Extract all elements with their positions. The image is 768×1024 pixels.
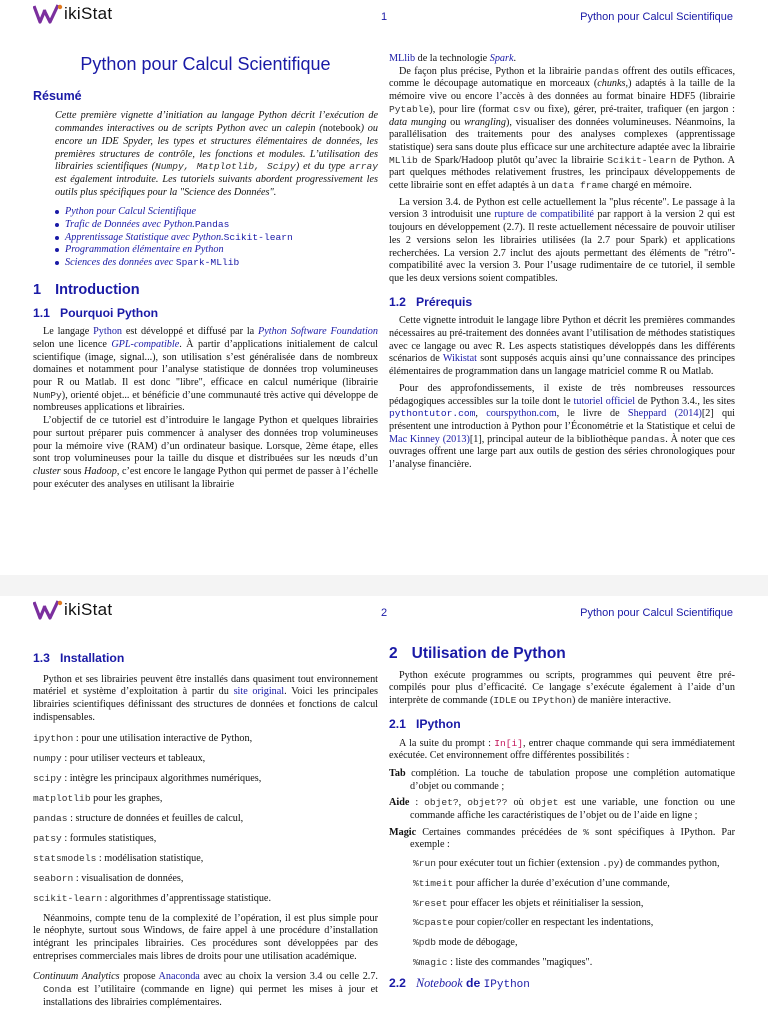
install-paragraph: Python et ses librairies peuvent être installés dans quasiment tout environnement matériel et système d’exploitation à partir du site original. Voici les principales librairies scientifiques définissant des structures de données et fonctions de calcul indispensables. (33, 673, 378, 723)
version-paragraph: La version 3.4. de Python est celle actuellement la "plus récente". Le passage à la version 3 introduisit une rupture de compatibilité par rapport à la version 2 qui est toujours en développement (2.7). Il reste actuellement nécessaire de pouvoir utiliser les 2 versions selon les librairies utilisées (la 2.7 pour Spark) et applications recherchées. La version 2.7 inclut des ajouts permettant des éléments de "rétro"-compatibilité avec la version 3. Pour l’usage rudimentaire de ce tutoriel, il semble que les deux versions soient compatibles. (389, 196, 735, 284)
python-link[interactable]: Python (93, 326, 123, 338)
mackinney-link[interactable]: Mac Kinney (2013) (389, 433, 470, 445)
tutorial-link[interactable]: tutoriel officiel (573, 395, 636, 407)
wikistat-w-logo-icon (33, 4, 63, 24)
lib-item-scipy: scipy : intègre les principaux algorithmes numériques, (33, 772, 262, 784)
section-2-heading: 2 Utilisation de Python (389, 645, 566, 662)
section-2-2-heading: 2.2 Notebook de IPython (389, 976, 530, 992)
document-title: Python pour Calcul Scientifique (80, 54, 331, 74)
tab-completion-item: Tab complétion. La touche de tabulation propose une complétion automatique d’objet ou commande ; (389, 767, 735, 792)
lib-item-scikit-learn: scikit-learn : algorithmes d’apprentissage statistique. (33, 892, 271, 904)
left-column (33, 652, 378, 1013)
logo-text: ikiStat (64, 600, 113, 619)
left-column (33, 30, 378, 491)
spark-link[interactable]: Spark (489, 53, 514, 64)
wikistat-link[interactable]: Wikistat (442, 353, 477, 365)
magic-cmd-pdb: %pdb mode de débogage, (413, 936, 518, 948)
section-1-heading: 1 Introduction (33, 281, 140, 298)
intro-paragraph: Le langage Python est développé et diffusé par la Python Software Foundation selon une licence GPL-compatible. À partir d’applications initialement de calcul scientifique (image, signal...), son utilisation s’est généralisée dans de nombreux domaines et notamment pour l’analyse statistique de données trop volumineuses pour R ou Matlab. Il est donc "libre", efficace en calcul numérique (librairie NumPy), orienté objet... et bénéficie d’une communauté très active qui développe de nombreuses applications et librairies. (33, 326, 378, 414)
wikistat-logo (33, 3, 112, 25)
anaconda-link[interactable]: Anaconda (158, 971, 200, 983)
psf-link[interactable]: Python Software Foundation (258, 326, 378, 338)
courspython-link[interactable]: courspython.com (486, 408, 557, 420)
compat-link[interactable]: rupture de compatibilité (494, 209, 594, 221)
sheppard-link[interactable]: Sheppard (2014) (627, 408, 702, 420)
mllib-link[interactable]: MLlib (389, 53, 416, 64)
wikistat-w-logo-icon (33, 600, 63, 620)
running-title: Python pour Calcul Scientifique (580, 11, 733, 23)
page-separator (0, 575, 768, 596)
magic-cmd-magic: %magic : liste des commandes "magiques". (413, 956, 593, 968)
document-page-2 (0, 596, 768, 1024)
page-header (0, 0, 768, 32)
ipython-paragraph: A la suite du prompt : In[i], entrer chaque commande qui sera immédiatement exécutée. Cet environnement offre différentes possibilités : (389, 737, 735, 762)
magic-cmd-timeit: %timeit pour afficher la durée d’exécution d’une commande, (413, 877, 670, 889)
pandas-paragraph: De façon plus précise, Python et la librairie pandas offrent des outils efficaces, comme le découpage automatique en morceaux (chunks,) adaptés à la taille de la mémoire vive ou encore l’accès à des données au format binaire HDF5 (librairie Pytable), pour lire (format csv ou fixe), gérer, pré-traiter, trafiquer (en jargon : data munging ou wrangling), visualiser des données volumineuses. Néanmoins, la parallélisation des traitements pour des analyses complexes (apprentissage statistique) sera sans doute plus efficace sur une architecture adaptée avec la librairie MLlib de Spark/Hadoop plutôt qu’avec la librairie Scikit-learn de Python. A part quelques méthodes relativement frustres, les principaux développements de cette librairie sont en effet adaptés à un data frame chargé en mémoire. (389, 65, 736, 192)
toc-link-2[interactable]: Trafic de Données avec Python.Pandas (55, 219, 378, 232)
objective-paragraph: L’objectif de ce tutoriel est d’introduire le langage Python et quelques librairies pour surtout préparer puis commencer à analyser des données trop volumineuses pour la mémoire vive (RAM) d’un ordinateur basique. Lorsque, 2ème étape, elles sont trop volumineuses pour la taille du disque et distribuées sur les nœuds d’un cluster sous Hadoop, c’est encore le langage Python qui permet de passer à l’échelle pour exécuter des analyses en utilisant la librairie (33, 415, 378, 490)
magic-cmd-cpaste: %cpaste pour copier/coller en respectant les indentations, (413, 917, 654, 929)
resources-paragraph: Pour des approfondissements, il existe de très nombreuses ressources pédagogiques accessibles sur la toile dont le tutoriel officiel de Python 3.4., les sites pythontutor.com, courspython.com, le livre de Sheppard (2014)[2] qui présentent une introduction à Python pour l’Économétrie et la Statistique et celui de Mac Kinney (2013)[1], principal auteur de la bibliothèque pandas. À noter que ces ouvrages offrent une large part aux outils de gestion des séries chronologiques pour l’analyse financière. (389, 382, 736, 471)
section-2-paragraph: Python exécute programmes ou scripts, programmes qui peuvent être pré-compilés pour plus d’efficacité. Ce langage s’exécute également à l’aide d’un interprète de commande (IDLE ou IPython) de manière interactive. (389, 669, 735, 707)
section-2-1-heading: 2.1 IPython (389, 716, 461, 731)
pythontutor-link[interactable]: pythontutor.com (389, 408, 476, 420)
anaconda-paragraph: Continuum Analytics propose Anaconda avec au choix la version 3.4 ou celle 2.7. Conda est l’utilitaire (commande en ligne) qui permet les mises à jour et installations des librairies complémentaires. (33, 971, 378, 1008)
running-title: Python pour Calcul Scientifique (580, 607, 733, 619)
wikistat-logo (33, 599, 112, 621)
lib-item-seaborn: seaborn : visualisation de données, (33, 872, 184, 884)
page-header (0, 596, 768, 628)
lib-item-numpy: numpy : pour utiliser vecteurs et tableaux, (33, 752, 206, 764)
logo-text: ikiStat (64, 4, 113, 23)
right-column (389, 53, 735, 472)
lib-item-ipython: ipython : pour une utilisation interactive de Python, (33, 732, 253, 744)
tutorial-links-list (33, 206, 378, 270)
magic-cmd-run: %run pour exécuter tout un fichier (extension .py) de commandes python, (413, 858, 720, 870)
mllib-paragraph: MLlib de la technologie Spark. (389, 53, 517, 64)
toc-link-3[interactable]: Apprentissage Statistique avec Python.Scikit-learn (55, 232, 378, 245)
abstract-text: Cette première vignette d’initiation au langage Python décrit l’exécution de commandes interactives ou de scripts Python avec un calepin (notebook) ou encore un IDE Spyder, les types et structures élémentaires de données, les premières structures de contrôle, les fonctions et modules. L’utilisation des librairies scientifiques (Numpy, Matplotlib, Scipy) et du type array est également introduite. Les tutoriels suivants abordent progressivement les outils plus spécifiques pour la "Science des Données". (55, 110, 378, 198)
lib-item-pandas: pandas : structure de données et feuilles de calcul, (33, 812, 244, 824)
distribution-paragraph: Néanmoins, compte tenu de la complexité de l’opération, il est plus simple pour le néophyte, surtout sous Windows, de faire appel à une procédure d’installation intégrant les principales librairies. Ces procédures sont développées par des entreprises commerciales mais libres de droits pour une utilisation académique. (33, 912, 378, 962)
section-1-1-heading: 1.1 Pourquoi Python (33, 305, 159, 320)
section-1-2-heading: 1.2 Prérequis (389, 294, 473, 309)
right-column (389, 645, 736, 999)
gpl-link[interactable]: GPL-compatible (111, 338, 180, 350)
lib-item-matplotlib: matplotlib pour les graphes, (33, 792, 163, 804)
lib-item-statsmodels: statsmodels : modélisation statistique, (33, 852, 204, 864)
help-item: Aide : objet?, objet?? où objet est une variable, une fonction ou une commande affiche les caractéristiques de l’objet ou de l’aide en ligne ; (389, 797, 736, 822)
prereq-paragraph: Cette vignette introduit le langage libre Python et décrit les premières commandes nécessaires au pré-traitement des données avant l’utilisation de méthodes statistiques avec ce langage ou avec R. Les aspects statistiques développés dans les différents scénarios de Wikistat sont supposés acquis ainsi qu’une connaissance des principes élémentaires de programmation dans un langage matriciel comme R ou Matlab. (389, 315, 736, 378)
magic-cmd-reset: %reset pour effacer les objets et réinitialiser la session, (413, 897, 644, 909)
toc-link-1[interactable]: Python pour Calcul Scientifique (55, 206, 378, 219)
magic-item: Magic Certaines commandes précédées de % sont spécifiques à IPython. Par exemple : (389, 826, 735, 851)
abstract-heading: Résumé (33, 88, 82, 103)
lib-item-patsy: patsy : formules statistiques, (33, 832, 157, 844)
original-site-link[interactable]: site original (233, 686, 285, 698)
page-number: 2 (380, 607, 388, 619)
section-1-3-heading: 1.3 Installation (33, 651, 125, 665)
page-number: 1 (380, 11, 388, 23)
toc-link-5[interactable]: Sciences des données avec Spark-MLlib (55, 257, 378, 270)
toc-link-4[interactable]: Programmation élémentaire en Python (55, 244, 378, 257)
